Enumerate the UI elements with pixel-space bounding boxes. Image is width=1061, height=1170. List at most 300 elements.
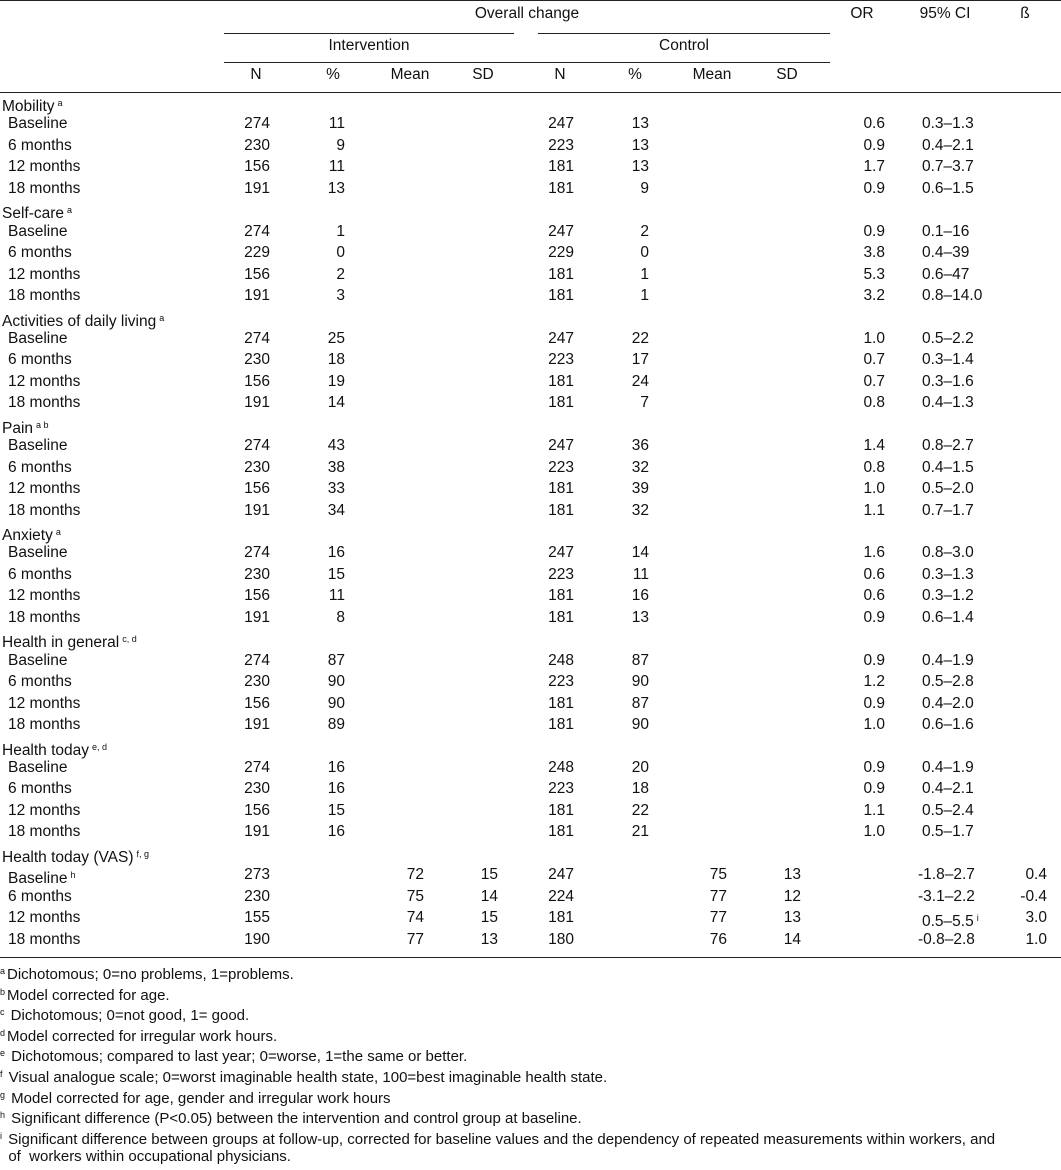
row-label bbox=[8, 179, 80, 199]
ci-value: -3.1–2.2 bbox=[918, 887, 975, 905]
intervention-n-cell: 230 bbox=[244, 887, 270, 905]
control-mean-cell: 77 bbox=[709, 887, 727, 905]
section-title-text: Mobility bbox=[2, 98, 55, 115]
row-label-text: 6 months bbox=[8, 887, 72, 905]
or-cell: 1.1 bbox=[863, 501, 885, 519]
intervention-n-cell: 190 bbox=[244, 930, 270, 948]
intervention-n-cell: 191 bbox=[244, 179, 270, 197]
section-title bbox=[2, 629, 137, 653]
or-cell: 0.7 bbox=[863, 372, 885, 390]
footnote-marker: i bbox=[976, 913, 979, 924]
ci-cell bbox=[922, 822, 974, 842]
row-label bbox=[8, 136, 72, 156]
intervention-n-cell: 274 bbox=[244, 651, 270, 669]
intervention-mean-cell: 74 bbox=[406, 909, 424, 927]
footnote-marker: a bbox=[57, 98, 63, 108]
or-cell: 0.9 bbox=[863, 222, 885, 240]
row-label bbox=[8, 501, 80, 521]
ci-cell bbox=[922, 694, 974, 714]
ci-value: 0.5–2.8 bbox=[922, 673, 974, 691]
ci-cell bbox=[922, 350, 974, 370]
row-label bbox=[8, 243, 72, 263]
overall-change-rule bbox=[224, 62, 830, 63]
intervention-mean-cell: 72 bbox=[406, 866, 424, 884]
row-label bbox=[8, 543, 67, 563]
col-header-control-n: N bbox=[554, 66, 566, 83]
intervention-n-cell: 274 bbox=[244, 115, 270, 133]
footnote bbox=[0, 1147, 291, 1166]
row-label bbox=[8, 930, 80, 950]
control-pct-cell: 22 bbox=[631, 329, 649, 347]
intervention-pct-cell: 25 bbox=[327, 329, 345, 347]
intervention-pct-cell: 8 bbox=[336, 608, 345, 626]
ci-value: 0.8–2.7 bbox=[922, 437, 974, 455]
or-cell: 5.3 bbox=[863, 265, 885, 283]
intervention-pct-cell: 11 bbox=[328, 158, 345, 176]
control-n-cell: 180 bbox=[548, 930, 574, 948]
row-label bbox=[8, 458, 72, 478]
control-pct-cell: 7 bbox=[640, 394, 649, 412]
footnote bbox=[0, 1086, 391, 1108]
row-label-text: 6 months bbox=[8, 136, 72, 154]
footnote bbox=[0, 1044, 467, 1066]
ci-value: 0.6–1.5 bbox=[922, 179, 974, 197]
or-cell: 0.7 bbox=[863, 351, 885, 369]
section-title-text: Activities of daily living bbox=[2, 312, 157, 330]
section-title bbox=[2, 415, 49, 439]
control-pct-cell: 18 bbox=[631, 780, 649, 798]
row-label bbox=[8, 565, 72, 585]
row-label bbox=[8, 329, 67, 349]
col-header-control-mean: Mean bbox=[692, 66, 732, 83]
row-label-text: 18 months bbox=[8, 823, 81, 841]
control-pct-cell: 1 bbox=[640, 287, 649, 305]
control-mean-cell: 77 bbox=[709, 909, 727, 927]
row-label-text: 12 months bbox=[8, 265, 81, 283]
ci-value: 0.7–1.7 bbox=[922, 501, 974, 519]
footnote-text: Dichotomous; compared to last year; 0=worse, 1=the same or better. bbox=[7, 1048, 468, 1066]
control-n-cell: 247 bbox=[548, 544, 574, 562]
control-n-cell: 247 bbox=[548, 222, 574, 240]
control-pct-cell: 13 bbox=[631, 608, 649, 626]
control-n-cell: 181 bbox=[548, 480, 574, 498]
intervention-n-cell: 230 bbox=[244, 351, 270, 369]
section-title bbox=[2, 200, 72, 224]
control-n-cell: 181 bbox=[548, 179, 574, 197]
ci-header: 95% CI bbox=[919, 5, 971, 22]
row-label bbox=[8, 393, 80, 413]
section-title bbox=[2, 522, 61, 546]
row-label bbox=[8, 758, 67, 778]
control-n-cell: 247 bbox=[548, 115, 574, 133]
control-n-cell: 181 bbox=[548, 394, 574, 412]
table-bottom-rule bbox=[0, 957, 1061, 958]
footnote bbox=[0, 1065, 607, 1087]
ci-value: 0.3–1.6 bbox=[922, 372, 974, 390]
intervention-sd-cell: 15 bbox=[480, 909, 498, 927]
footnote bbox=[0, 1106, 582, 1128]
or-cell: 1.7 bbox=[863, 158, 885, 176]
intervention-n-cell: 230 bbox=[244, 136, 270, 154]
intervention-n-cell: 156 bbox=[244, 480, 270, 498]
ci-cell bbox=[922, 565, 974, 585]
control-pct-cell: 39 bbox=[631, 480, 649, 498]
intervention-sd-cell: 13 bbox=[480, 930, 498, 948]
row-label bbox=[8, 822, 80, 842]
intervention-n-cell: 274 bbox=[244, 329, 270, 347]
row-label bbox=[8, 715, 80, 735]
footnote-mark: i bbox=[0, 1130, 2, 1141]
row-label bbox=[8, 222, 67, 242]
ci-value: -1.8–2.7 bbox=[918, 866, 975, 884]
footnote bbox=[0, 983, 170, 1005]
control-pct-cell: 90 bbox=[631, 716, 649, 734]
intervention-n-cell: 230 bbox=[244, 673, 270, 691]
intervention-n-cell: 191 bbox=[244, 823, 270, 841]
intervention-header: Intervention bbox=[328, 37, 410, 54]
ci-cell bbox=[922, 372, 974, 392]
overall-change-header: Overall change bbox=[474, 5, 580, 22]
intervention-n-cell: 191 bbox=[244, 716, 270, 734]
ci-value: 0.7–3.7 bbox=[922, 158, 974, 176]
ci-cell bbox=[922, 458, 974, 478]
control-pct-cell: 9 bbox=[640, 179, 649, 197]
row-label-text: 18 months bbox=[8, 608, 81, 626]
or-cell: 0.6 bbox=[863, 565, 885, 583]
ci-value: 0.5–2.0 bbox=[922, 480, 974, 498]
intervention-n-cell: 156 bbox=[244, 265, 270, 283]
or-cell: 0.9 bbox=[863, 780, 885, 798]
row-label bbox=[8, 286, 80, 306]
intervention-pct-cell: 90 bbox=[327, 694, 345, 712]
or-cell: 0.9 bbox=[863, 758, 885, 776]
or-cell: 1.6 bbox=[863, 544, 885, 562]
ci-value: 0.6–47 bbox=[922, 265, 970, 283]
ci-value: 0.8–14.0 bbox=[922, 287, 983, 305]
control-pct-cell: 16 bbox=[631, 587, 649, 605]
row-label bbox=[8, 350, 72, 370]
ci-cell bbox=[922, 136, 974, 156]
ci-value: 0.3–1.3 bbox=[922, 565, 974, 583]
control-n-cell: 181 bbox=[548, 716, 574, 734]
control-pct-cell: 36 bbox=[631, 437, 649, 455]
intervention-pct-cell: 13 bbox=[327, 179, 345, 197]
intervention-n-cell: 156 bbox=[244, 372, 270, 390]
row-label-text: Baseline bbox=[8, 329, 68, 347]
ci-cell bbox=[922, 672, 974, 692]
or-cell: 1.0 bbox=[863, 480, 885, 498]
or-cell: 0.6 bbox=[863, 115, 885, 133]
ci-cell bbox=[918, 930, 975, 950]
row-label bbox=[8, 265, 80, 285]
intervention-pct-cell: 19 bbox=[327, 372, 345, 390]
row-label bbox=[8, 779, 72, 799]
row-label-text: 6 months bbox=[8, 458, 72, 476]
ci-value: 0.3–1.3 bbox=[922, 115, 974, 133]
row-label bbox=[8, 801, 80, 821]
control-n-cell: 247 bbox=[548, 866, 574, 884]
ci-cell bbox=[922, 222, 969, 242]
row-label bbox=[8, 436, 67, 456]
intervention-n-cell: 156 bbox=[244, 587, 270, 605]
intervention-n-cell: 191 bbox=[244, 608, 270, 626]
control-pct-cell: 1 bbox=[640, 265, 649, 283]
or-cell: 0.8 bbox=[863, 458, 885, 476]
ci-value: -0.8–2.8 bbox=[918, 930, 975, 948]
ci-cell bbox=[922, 758, 974, 778]
row-label-text: 18 months bbox=[8, 930, 81, 948]
ci-cell bbox=[922, 779, 974, 799]
intervention-n-cell: 191 bbox=[244, 394, 270, 412]
control-n-cell: 223 bbox=[548, 136, 574, 154]
ci-value: 0.6–1.6 bbox=[922, 716, 974, 734]
intervention-pct-cell: 11 bbox=[328, 115, 345, 133]
or-cell: 3.8 bbox=[863, 244, 885, 262]
row-label-text: 6 months bbox=[8, 673, 72, 691]
ci-cell bbox=[922, 393, 974, 413]
control-pct-cell: 13 bbox=[631, 158, 649, 176]
ci-value: 0.5–1.7 bbox=[922, 823, 974, 841]
ci-value: 0.3–1.2 bbox=[922, 587, 974, 605]
row-label bbox=[8, 479, 80, 499]
ci-cell bbox=[922, 651, 974, 671]
control-pct-cell: 11 bbox=[632, 565, 649, 583]
row-label-text: 6 months bbox=[8, 780, 72, 798]
footnote-mark: h bbox=[0, 1110, 6, 1121]
control-pct-cell: 20 bbox=[631, 758, 649, 776]
ci-cell bbox=[922, 543, 974, 563]
ci-value: 0.4–39 bbox=[922, 244, 970, 262]
or-cell: 1.1 bbox=[863, 801, 885, 819]
footnote-mark: d bbox=[0, 1027, 6, 1038]
ci-cell bbox=[918, 865, 975, 885]
ci-cell bbox=[922, 179, 974, 199]
footnote-text: Model corrected for age, gender and irregular work hours bbox=[7, 1089, 391, 1107]
ci-value: 0.5–5.5 bbox=[922, 913, 974, 931]
or-cell: 0.8 bbox=[863, 394, 885, 412]
row-label bbox=[8, 908, 80, 928]
section-title-text: Pain bbox=[2, 419, 34, 437]
or-cell: 0.9 bbox=[863, 694, 885, 712]
footnote-text: Significant difference (P<0.05) between the intervention and control group at baseline. bbox=[7, 1110, 582, 1128]
ci-cell bbox=[922, 908, 979, 932]
ci-value: 0.4–1.9 bbox=[922, 758, 974, 776]
or-cell: 1.0 bbox=[863, 716, 885, 734]
row-label bbox=[8, 672, 72, 692]
control-rule bbox=[538, 33, 830, 34]
control-n-cell: 181 bbox=[548, 372, 574, 390]
row-label-text: Baseline bbox=[8, 544, 68, 562]
intervention-pct-cell: 2 bbox=[336, 265, 345, 283]
control-n-cell: 229 bbox=[548, 244, 574, 262]
section-title-text: Health in general bbox=[2, 634, 120, 652]
ci-cell bbox=[922, 608, 974, 628]
intervention-pct-cell: 3 bbox=[336, 287, 345, 305]
intervention-n-cell: 191 bbox=[244, 501, 270, 519]
control-n-cell: 247 bbox=[548, 329, 574, 347]
or-cell: 1.0 bbox=[863, 329, 885, 347]
control-sd-cell: 12 bbox=[783, 887, 801, 905]
row-label-text: 12 months bbox=[8, 801, 81, 819]
row-label bbox=[8, 114, 67, 134]
control-n-cell: 224 bbox=[548, 887, 574, 905]
ci-value: 0.5–2.4 bbox=[922, 801, 974, 819]
control-pct-cell: 22 bbox=[631, 801, 649, 819]
row-label bbox=[8, 651, 67, 671]
footnote-mark: a bbox=[0, 966, 6, 976]
row-label bbox=[8, 608, 80, 628]
control-n-cell: 181 bbox=[548, 823, 574, 841]
control-n-cell: 223 bbox=[548, 351, 574, 369]
col-header-intervention-sd: SD bbox=[472, 66, 494, 83]
intervention-pct-cell: 16 bbox=[327, 758, 345, 776]
ci-value: 0.4–1.5 bbox=[922, 458, 974, 476]
col-header-intervention-n: N bbox=[250, 66, 262, 83]
section-title-text: Self-care bbox=[2, 205, 65, 223]
ci-value: 0.1–16 bbox=[922, 222, 970, 240]
intervention-n-cell: 156 bbox=[244, 801, 270, 819]
ci-cell bbox=[922, 436, 974, 456]
or-cell: 0.9 bbox=[863, 651, 885, 669]
row-label-text: 6 months bbox=[8, 351, 72, 369]
ci-cell bbox=[922, 114, 974, 134]
control-n-cell: 223 bbox=[548, 780, 574, 798]
control-n-cell: 223 bbox=[548, 673, 574, 691]
intervention-pct-cell: 0 bbox=[336, 244, 345, 262]
intervention-pct-cell: 1 bbox=[336, 222, 345, 240]
footnote-text: Visual analogue scale; 0=worst imaginable health state, 100=best imaginable health state. bbox=[4, 1069, 608, 1086]
control-mean-cell: 76 bbox=[709, 930, 727, 948]
ci-cell bbox=[918, 887, 975, 907]
intervention-pct-cell: 33 bbox=[327, 480, 345, 498]
control-n-cell: 181 bbox=[548, 909, 574, 927]
row-label-text: 18 months bbox=[8, 287, 81, 305]
intervention-n-cell: 156 bbox=[244, 694, 270, 712]
section-title-text: Anxiety bbox=[2, 527, 53, 544]
ci-cell bbox=[922, 715, 974, 735]
footnote bbox=[0, 1003, 249, 1025]
beta-cell: -0.4 bbox=[1020, 887, 1047, 905]
or-cell: 1.0 bbox=[863, 823, 885, 841]
ci-value: 0.8–3.0 bbox=[922, 544, 974, 562]
row-label-text: 18 months bbox=[8, 394, 81, 412]
section-title bbox=[2, 844, 149, 868]
ci-value: 0.4–1.3 bbox=[922, 394, 974, 412]
row-label-text: 12 months bbox=[8, 480, 81, 498]
or-cell: 0.9 bbox=[863, 608, 885, 626]
control-pct-cell: 13 bbox=[631, 115, 649, 133]
control-pct-cell: 2 bbox=[640, 222, 649, 240]
control-pct-cell: 14 bbox=[631, 544, 649, 562]
ci-cell bbox=[922, 286, 982, 306]
or-cell: 0.9 bbox=[863, 179, 885, 197]
control-n-cell: 181 bbox=[548, 501, 574, 519]
row-label-text: 12 months bbox=[8, 587, 81, 605]
footnote bbox=[0, 1024, 277, 1046]
intervention-pct-cell: 16 bbox=[327, 780, 345, 798]
footnote-marker: e, d bbox=[92, 741, 108, 752]
control-n-cell: 181 bbox=[548, 265, 574, 283]
section-title bbox=[2, 308, 164, 332]
control-n-cell: 248 bbox=[548, 651, 574, 669]
control-pct-cell: 87 bbox=[631, 651, 649, 669]
row-label-text: Baseline bbox=[8, 222, 68, 240]
intervention-n-cell: 274 bbox=[244, 437, 270, 455]
intervention-pct-cell: 15 bbox=[327, 801, 345, 819]
ci-cell bbox=[922, 265, 969, 285]
ci-value: 0.4–2.1 bbox=[922, 136, 974, 154]
or-cell: 3.2 bbox=[863, 287, 885, 305]
footnote-marker: h bbox=[70, 870, 76, 881]
row-label-text: Baseline bbox=[8, 115, 68, 133]
intervention-pct-cell: 15 bbox=[327, 565, 345, 583]
control-n-cell: 247 bbox=[548, 437, 574, 455]
control-n-cell: 181 bbox=[548, 587, 574, 605]
control-pct-cell: 0 bbox=[640, 244, 649, 262]
row-label bbox=[8, 372, 80, 392]
footnote-marker: c, d bbox=[122, 634, 137, 645]
footnote-mark: g bbox=[0, 1089, 6, 1100]
intervention-pct-cell: 38 bbox=[327, 458, 345, 476]
control-n-cell: 181 bbox=[548, 158, 574, 176]
footnote-marker: f, g bbox=[136, 848, 150, 859]
footnote-marker: a bbox=[67, 205, 73, 216]
intervention-pct-cell: 18 bbox=[327, 351, 345, 369]
control-n-cell: 223 bbox=[548, 458, 574, 476]
col-header-control-pct: % bbox=[628, 66, 642, 83]
intervention-pct-cell: 16 bbox=[327, 544, 345, 562]
intervention-pct-cell: 87 bbox=[327, 651, 345, 669]
intervention-n-cell: 229 bbox=[244, 244, 270, 262]
control-sd-cell: 13 bbox=[783, 909, 801, 927]
ci-value: 0.4–2.1 bbox=[922, 780, 974, 798]
intervention-n-cell: 274 bbox=[244, 758, 270, 776]
row-label bbox=[8, 887, 72, 907]
intervention-pct-cell: 89 bbox=[327, 716, 345, 734]
or-header: OR bbox=[850, 5, 874, 22]
intervention-n-cell: 156 bbox=[244, 158, 270, 176]
intervention-pct-cell: 34 bbox=[327, 501, 345, 519]
control-n-cell: 181 bbox=[548, 801, 574, 819]
beta-cell: 0.4 bbox=[1025, 866, 1047, 884]
intervention-pct-cell: 11 bbox=[328, 587, 345, 605]
col-header-intervention-mean: Mean bbox=[390, 66, 430, 83]
control-n-cell: 223 bbox=[548, 565, 574, 583]
intervention-sd-cell: 14 bbox=[480, 887, 498, 905]
section-title bbox=[2, 737, 107, 761]
ci-value: 0.3–1.4 bbox=[922, 351, 974, 369]
footnote-text: Dichotomous; 0=not good, 1= good. bbox=[6, 1007, 250, 1025]
section-title-text: Health today (VAS) bbox=[2, 848, 134, 866]
row-label-text: 18 months bbox=[8, 179, 81, 197]
row-label bbox=[8, 586, 80, 606]
row-label-text: Baseline bbox=[8, 437, 68, 455]
footnote-mark: c bbox=[0, 1007, 5, 1018]
footnote-text: Dichotomous; 0=no problems, 1=problems. bbox=[7, 966, 294, 983]
intervention-pct-cell: 90 bbox=[327, 673, 345, 691]
control-pct-cell: 13 bbox=[631, 136, 649, 154]
top-rule bbox=[0, 0, 1061, 1]
ci-cell bbox=[922, 501, 974, 521]
beta-header: ß bbox=[1020, 5, 1030, 22]
footnote-text: Significant difference between groups at follow-up, corrected for baseline values and the dependency of repeated measurements within workers, and bbox=[4, 1130, 996, 1148]
row-label-text: 18 months bbox=[8, 716, 81, 734]
ci-cell bbox=[922, 329, 974, 349]
control-pct-cell: 90 bbox=[631, 673, 649, 691]
footnote-marker: a b bbox=[36, 419, 49, 430]
intervention-mean-cell: 75 bbox=[406, 887, 424, 905]
or-cell: 1.2 bbox=[863, 673, 885, 691]
